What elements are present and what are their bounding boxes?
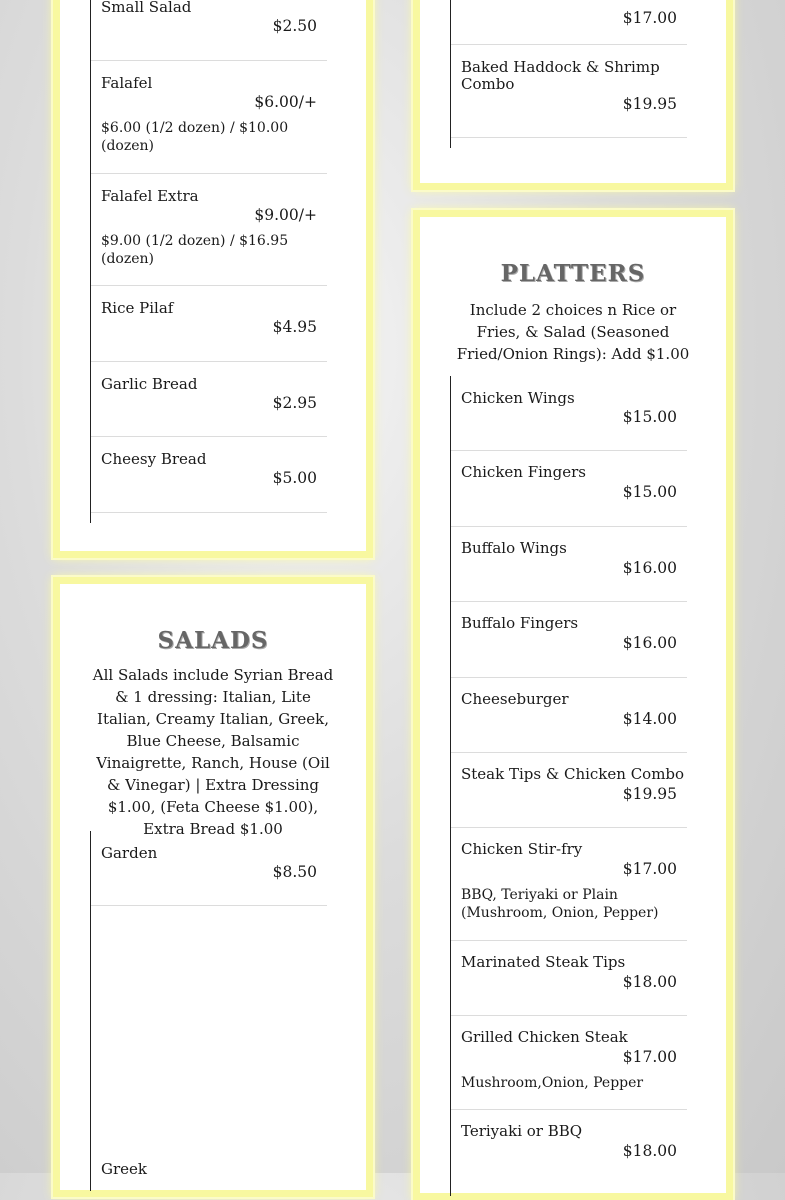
menu-item-price: $15.00 bbox=[622, 483, 677, 501]
menu-item bbox=[91, 174, 327, 286]
menu-item-name: Buffalo Wings bbox=[461, 539, 567, 557]
menu-item-price: $19.95 bbox=[622, 785, 677, 803]
menu-item-list bbox=[450, 0, 687, 148]
menu-item-name: Falafel bbox=[101, 74, 153, 92]
menu-item bbox=[451, 1110, 687, 1185]
menu-item-list bbox=[90, 0, 327, 523]
menu-item-price: $17.00 bbox=[622, 9, 677, 27]
section-description: All Salads include Syrian Bread & 1 dressing: Italian, Lite Italian, Creamy Italian, Greek, Blue Cheese, Balsamic Vinaigrette, Ranch, House (Oil & Vinegar) | Extra Dressing $1.00, (Feta Cheese $1.00), Extra Bread $1.00 bbox=[92, 666, 334, 838]
menu-item bbox=[451, 45, 687, 138]
menu-item-price: $15.00 bbox=[622, 408, 677, 426]
menu-item-price: $5.00 bbox=[272, 469, 317, 487]
menu-item-description: BBQ, Teriyaki or Plain (Mushroom, Onion, Pepper) bbox=[461, 887, 659, 921]
menu-item-name: Rice Pilaf bbox=[101, 299, 174, 317]
menu-card-sides bbox=[53, 0, 373, 558]
menu-item-description: $9.00 (1/2 dozen) / $16.95 (dozen) bbox=[101, 233, 289, 267]
menu-item-price: $17.00 bbox=[622, 1048, 677, 1066]
menu-item-name: Garlic Bread bbox=[101, 375, 198, 393]
menu-item bbox=[451, 941, 687, 1016]
menu-item bbox=[451, 678, 687, 753]
menu-item-name: Teriyaki or BBQ bbox=[461, 1122, 583, 1140]
menu-item-name: Falafel Extra bbox=[101, 187, 199, 205]
menu-item-price: $8.50 bbox=[272, 863, 317, 881]
menu-item-name: Buffalo Fingers bbox=[461, 614, 579, 632]
menu-card-platters bbox=[413, 210, 733, 1200]
menu-item-name: Marinated Steak Tips bbox=[461, 953, 626, 971]
menu-item-name: Cheeseburger bbox=[461, 690, 569, 708]
menu-item-price: $18.00 bbox=[622, 973, 677, 991]
menu-item bbox=[91, 0, 327, 61]
section-description: Include 2 choices n Rice or Fries, & Salad (Seasoned Fried/Onion Rings): Add $1.00 bbox=[456, 301, 690, 363]
menu-item-price: $6.00/+ bbox=[254, 93, 317, 111]
menu-item-price: $16.00 bbox=[622, 559, 677, 577]
menu-item bbox=[91, 831, 327, 906]
menu-item bbox=[91, 906, 327, 1191]
menu-item-price: $16.00 bbox=[622, 634, 677, 652]
menu-item-name: Chicken Stir-fry bbox=[461, 840, 583, 858]
menu-item bbox=[451, 376, 687, 451]
section-title: PLATTERS bbox=[500, 260, 646, 287]
menu-card-seafood bbox=[413, 0, 733, 190]
menu-item-price: $9.00/+ bbox=[254, 206, 317, 224]
menu-item bbox=[451, 753, 687, 828]
menu-item-price: $17.00 bbox=[622, 860, 677, 878]
menu-item-list bbox=[450, 376, 687, 1196]
menu-item bbox=[451, 1016, 687, 1110]
menu-item-name: Chicken Fingers bbox=[461, 463, 586, 481]
menu-item bbox=[451, 828, 687, 941]
menu-item-name: Garden bbox=[101, 844, 158, 862]
menu-item-price: $4.95 bbox=[272, 318, 317, 336]
menu-item-price: $18.00 bbox=[622, 1142, 677, 1160]
menu-item-name: Greek bbox=[101, 1160, 147, 1178]
menu-item bbox=[451, 527, 687, 602]
menu-item-name: Grilled Chicken Steak bbox=[461, 1028, 628, 1046]
menu-item bbox=[451, 602, 687, 678]
menu-item-name: Steak Tips & Chicken Combo bbox=[461, 765, 685, 783]
menu-item-name: Chicken Wings bbox=[461, 389, 575, 407]
menu-item-price: $2.95 bbox=[272, 394, 317, 412]
menu-card-salads bbox=[53, 577, 373, 1197]
menu-item bbox=[91, 362, 327, 437]
menu-item-description: Mushroom,Onion, Pepper bbox=[461, 1075, 644, 1091]
menu-item-name: Cheesy Bread bbox=[101, 450, 207, 468]
section-title: SALADS bbox=[157, 627, 269, 654]
menu-item-description: $6.00 (1/2 dozen) / $10.00 (dozen) bbox=[101, 120, 289, 154]
menu-item-price: $2.50 bbox=[272, 17, 317, 35]
menu-item-name: Small Salad bbox=[101, 0, 192, 16]
menu-item bbox=[91, 286, 327, 362]
menu-item-name: Baked Haddock & Shrimp Combo bbox=[461, 58, 660, 93]
menu-item-list bbox=[90, 831, 327, 1191]
menu-item bbox=[91, 61, 327, 174]
menu-item-price: $14.00 bbox=[622, 710, 677, 728]
menu-item bbox=[91, 437, 327, 513]
menu-item-price: $19.95 bbox=[622, 95, 677, 113]
menu-item bbox=[451, 0, 687, 45]
menu-item bbox=[451, 451, 687, 527]
